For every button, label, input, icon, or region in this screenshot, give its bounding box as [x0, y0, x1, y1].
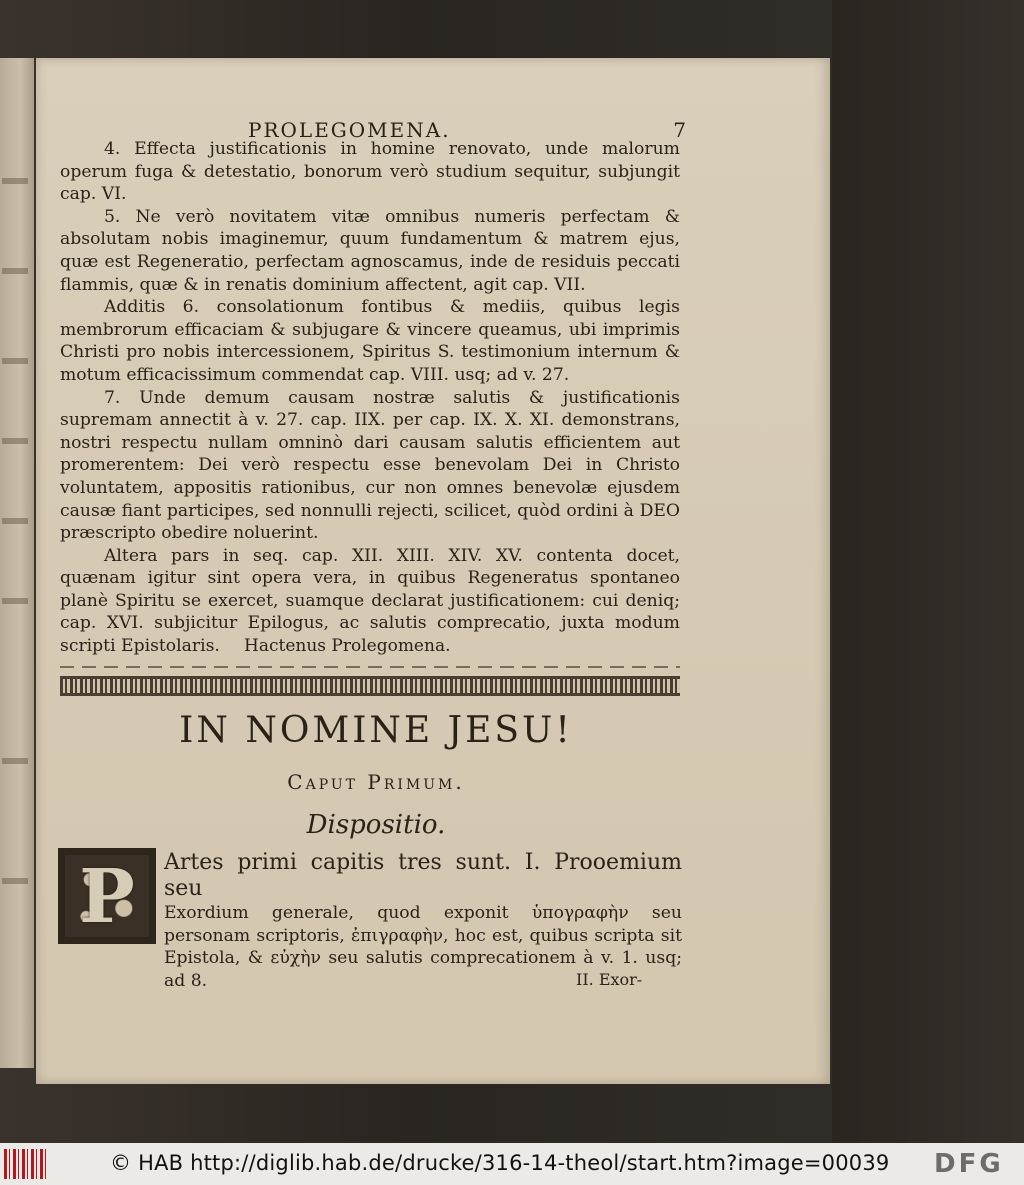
decorated-initial: [58, 848, 156, 944]
paragraph: 4. Effecta justificationis in homine renovato, unde malorum operum fuga & detestatio, bonorum verò studium sequitur, subjungit cap. VI.: [60, 139, 680, 205]
prolegomena-text: [60, 138, 680, 658]
chapter-first-line: Artes primi capitis tres sunt. I. Prooemium seu: [164, 850, 682, 901]
paragraph: Altera pars in seq. cap. XII. XIII. XIV. XV. contenta docet, quænam igitur sint opera vera, in quibus Regeneratus spontaneo planè Spiritu se exercet, suamque declarat justificationem: cui deniq; cap. XVI. subjicitur Epilogus, ac salutis comprecatio, juxta modum scripti Epistolaris.: [60, 545, 680, 657]
source-link[interactable]: © HAB http://diglib.hab.de/drucke/316-14-theol/start.htm?image=00039: [110, 1151, 890, 1175]
paragraph: 7. Unde demum causam nostræ salutis & justificationis supremam annectit à v. 27. cap. IIX. per cap. IX. X. XI. demonstrans, nostri respectu nullam omninò dari causam salutis efficientem aut promerentem: Dei verò respectu esse benevolam Dei in Christo voluntatem, appositis rationibus, cur non omnes benevolæ ejusdem causæ fiant participes, sed nonnulli rejecti, scilicet, quòd ordini à DEO præscripto obedire noluerint.: [60, 387, 680, 544]
header-title: PROLEGOMENA.: [248, 118, 451, 142]
initial-letter: P: [79, 854, 135, 940]
section-heading: Dispositio.: [306, 810, 446, 840]
paragraph: Additis 6. consolationum fontibus & mediis, quibus legis membrorum efficaciam & subjugare & vincere queamus, ubi imprimis Christi pro nobis intercessionem, Spiritus S. testimonium internum & motum efficacissimum commendat cap. VIII. usq; ad v. 27.: [60, 297, 680, 385]
chapter-title: IN NOMINE JESU!: [179, 710, 573, 751]
chapter-subtitle: Caput Primum.: [287, 770, 465, 794]
page-number: 7: [673, 118, 688, 142]
adjacent-page-edge: [0, 58, 34, 1068]
chapter-continuation: Exordium generale, quod exponit ὑπογραφὴν seu personam scriptoris, ἐπιγραφὴν, hoc est, quibus scripta sit Epistola, & εὐχὴν seu salutis comprecationem à v. 1. usq; ad 8.: [164, 903, 682, 991]
dfg-logo: DFG: [934, 1149, 1004, 1179]
paragraph: 5. Ne verò novitatem vitæ omnibus numeris perfectam & absolutam nobis imaginemur, quum fundamentum & matrem ejus, quæ est Regeneratio, perfectam agnoscamus, inde de residuis peccati flammis, quæ & in renatis dominium affectent, agit cap. VII.: [60, 206, 680, 295]
closing-line: Hactenus Prolegomena.: [244, 636, 451, 656]
catchword: II. Exor-: [576, 970, 643, 989]
hab-logo-icon: [4, 1149, 48, 1179]
scan-right-margin: [832, 0, 1024, 1143]
ornamental-border: [60, 676, 680, 696]
footer-bar: [0, 1143, 1024, 1185]
book-page: [36, 58, 830, 1084]
ornament-dashes: [60, 666, 680, 668]
